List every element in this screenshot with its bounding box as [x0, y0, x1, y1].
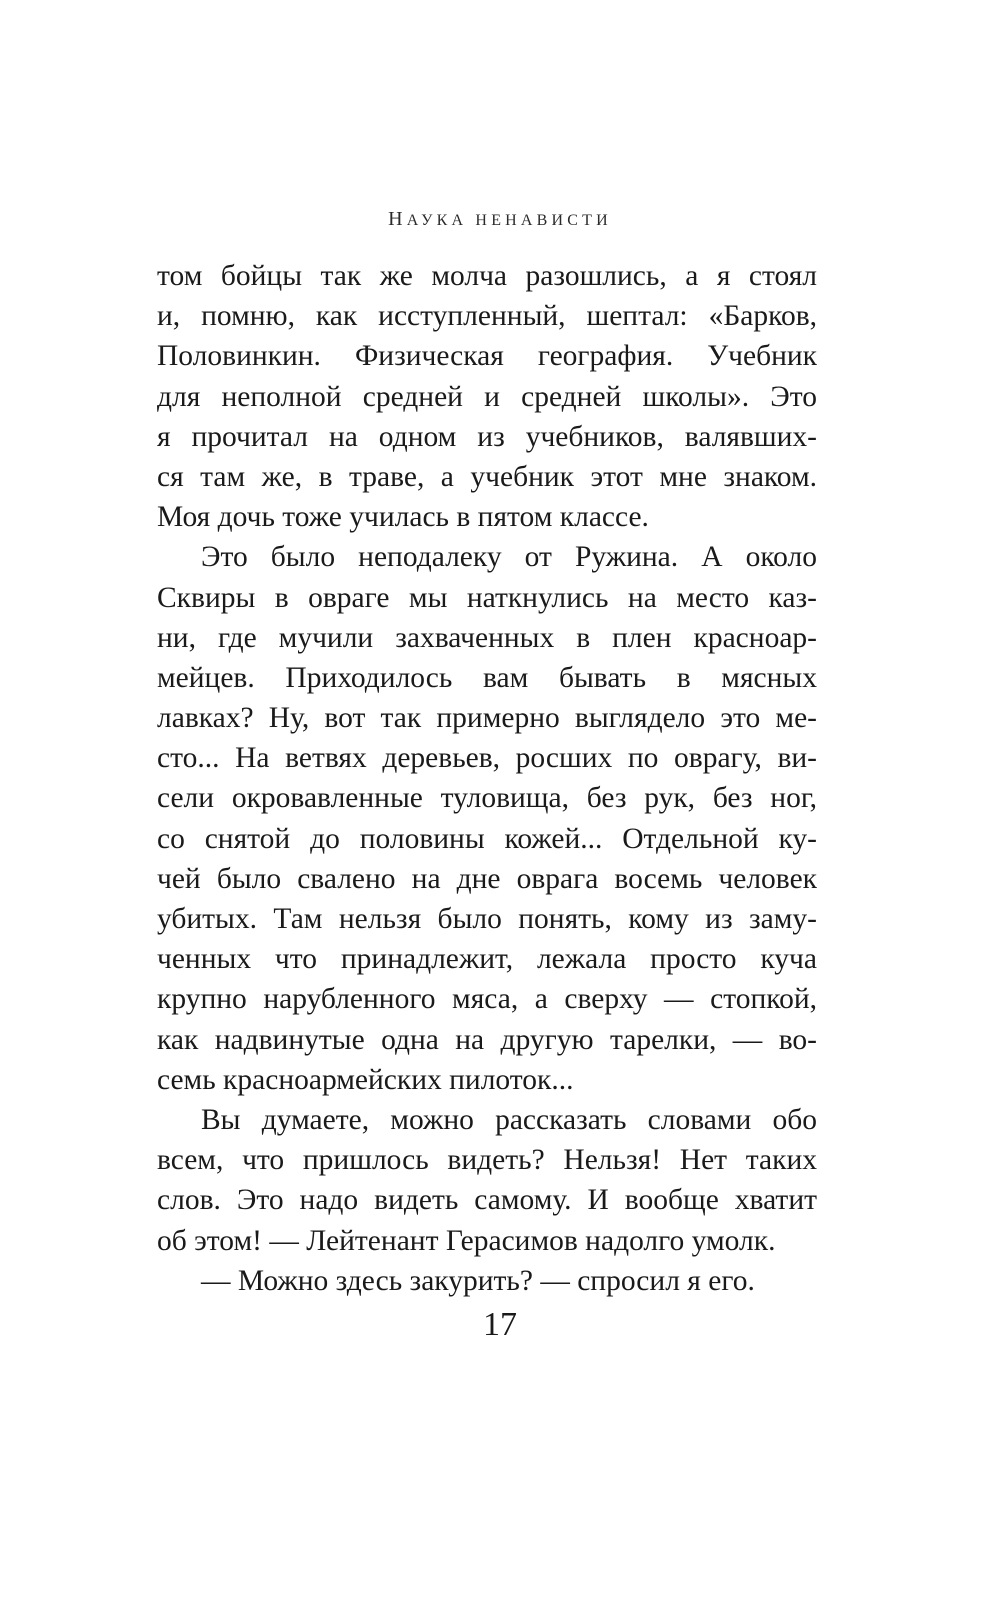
text-line: для неполной средней и средней школы». Это [157, 380, 817, 413]
text-line: мейцев. Приходилось вам бывать в мясных [157, 661, 817, 694]
text-line: слов. Это надо видеть самому. И вообще хватит [157, 1184, 817, 1217]
text-line: сели окровавленные туловища, без рук, без ног, [157, 782, 817, 815]
text-line: лавках? Ну, вот так примерно выглядело это ме- [157, 702, 817, 735]
running-head-initial: Н [388, 208, 407, 230]
text-line: Вы думаете, можно рассказать словами обо [201, 1103, 817, 1136]
text-line: сто... На ветвях деревьев, росших по оврагу, ви- [157, 742, 817, 775]
text-line: ни, где мучили захваченных в плен красноар- [157, 621, 817, 654]
text-line: крупно нарубленного мяса, а сверху — стопкой, [157, 983, 817, 1016]
running-head [0, 208, 1000, 231]
text-line: как надвинутые одна на другую тарелки, — во- [157, 1023, 817, 1056]
body-text [157, 256, 817, 1301]
text-line: ченных что принадлежит, лежала просто куча [157, 943, 817, 976]
text-line: я прочитал на одном из учебников, валявших- [157, 420, 817, 453]
text-line: Сквиры в овраге мы наткнулись на место каз- [157, 581, 817, 614]
text-line: Моя дочь тоже училась в пятом классе. [157, 501, 649, 534]
text-line: со снятой до половины кожей... Отдельной ку- [157, 822, 817, 855]
page-number: 17 [483, 1306, 517, 1343]
running-head-text: АУКА НЕНАВИСТИ [406, 212, 612, 229]
text-line: семь красноармейских пилоток... [157, 1063, 574, 1096]
text-line: том бойцы так же молча разошлись, а я стоял [157, 260, 817, 292]
text-line: ся там же, в траве, а учебник этот мне знаком. [157, 460, 817, 493]
text-line: всем, что пришлось видеть? Нельзя! Нет таких [157, 1144, 817, 1177]
text-line: об этом! — Лейтенант Герасимов надолго умолк. [157, 1224, 776, 1257]
text-line: Это было неподалеку от Ружина. А около [201, 541, 817, 574]
text-line: — Можно здесь закурить? — спросил я его. [201, 1264, 755, 1297]
text-line: чей было свалено на дне оврага восемь человек [157, 862, 817, 895]
text-line: и, помню, как исступленный, шептал: «Барков, [157, 300, 817, 333]
text-line: Половинкин. Физическая география. Учебник [157, 340, 817, 373]
text-line: убитых. Там нельзя было понять, кому из заму- [157, 903, 817, 935]
